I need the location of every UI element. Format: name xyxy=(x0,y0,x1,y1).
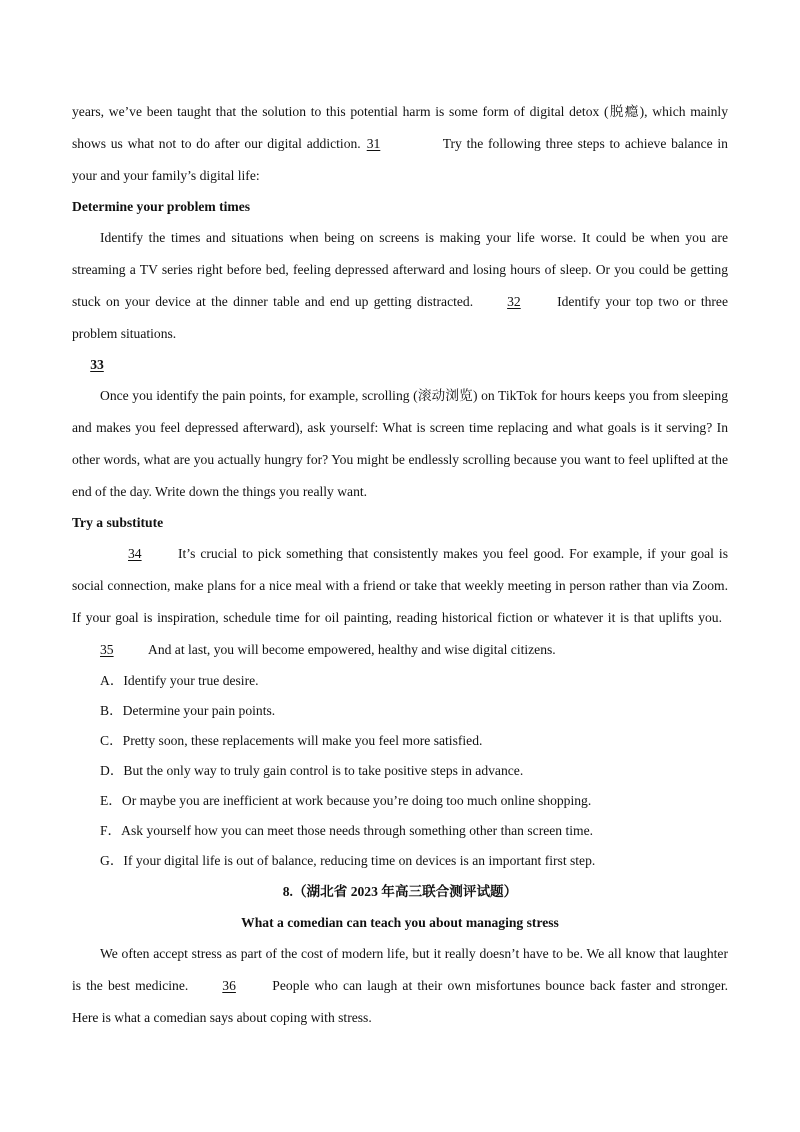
intro-text-b: Try the following three steps to achieve balance in your and your family’s digital life: xyxy=(72,136,728,183)
options-list xyxy=(72,666,728,876)
question-source: 8.（湖北省 2023 年高三联合测评试题） xyxy=(282,884,518,899)
paragraph-intro xyxy=(72,96,728,192)
blank-36: 36 xyxy=(222,978,236,993)
blank-32: 32 xyxy=(507,294,521,309)
option-e: E．Or maybe you are inefficient at work because you’re doing too much online shopping. xyxy=(100,793,592,808)
substitute-text-a: It’s crucial to pick something that consistently makes you feel good. For example, if your goal is social connection, make plans for a nice meal with a friend or take that weekly meeting in person rather than via Zoom. If your goal is inspiration, schedule time for oil painting, reading historical fiction or whatever it is that uplifts you. xyxy=(72,546,728,625)
intro-text-a: years, we’ve been taught that the solution to this potential harm is some form of digital detox (脱瘾), which mainly shows us what not to do after our digital addiction. xyxy=(72,104,728,151)
option-c: C．Pretty soon, these replacements will make you feel more satisfied. xyxy=(100,733,483,748)
option-b: B．Determine your pain points. xyxy=(100,703,276,718)
paragraph-pain-points: Once you identify the pain points, for example, scrolling (滚动浏览) on TikTok for hours keeps you from sleeping and makes you feel depressed afterward), ask yourself: What is screen time replacing and what goals is it serving? In other words, what are you actually hungry for? You might be endlessly scrolling because you want to feel uplifted at the end of the day. Write down the things you really want. xyxy=(72,388,728,499)
passage-title: What a comedian can teach you about managing stress xyxy=(241,915,559,930)
substitute-text-b: And at last, you will become empowered, healthy and wise digital citizens. xyxy=(148,642,556,657)
option-a: A．Identify your true desire. xyxy=(100,673,259,688)
paragraph-problem-times xyxy=(72,222,728,350)
stress-text-b: People who can laugh at their own misfortunes bounce back faster and stronger. Here is what a comedian says about coping with stress. xyxy=(72,978,728,1025)
section-heading-problem-times: Determine your problem times xyxy=(72,199,251,214)
section-heading-substitute: Try a substitute xyxy=(72,515,164,530)
blank-35: 35 xyxy=(100,642,114,657)
paragraph-substitute xyxy=(72,538,728,666)
problem-text-b: Identify your top two or three problem situations. xyxy=(72,294,728,341)
document-page xyxy=(72,96,728,1034)
section-heading-blank-33 xyxy=(72,350,728,380)
paragraph-stress xyxy=(72,938,728,1034)
problem-text-a: Identify the times and situations when being on screens is making your life worse. It could be when you are streaming a TV series right before bed, feeling depressed afterward and losing hours of sleep. Or you could be getting stuck on your device at the dinner table and end up getting distracted. xyxy=(72,230,728,309)
option-d: D．But the only way to truly gain control is to take positive steps in advance. xyxy=(100,763,524,778)
blank-34: 34 xyxy=(128,546,142,561)
blank-33: 33 xyxy=(90,357,104,372)
option-f: F．Ask yourself how you can meet those needs through something other than screen time. xyxy=(100,823,594,838)
blank-31: 31 xyxy=(366,136,381,151)
option-g: G．If your digital life is out of balance, reducing time on devices is an important first step. xyxy=(100,853,596,868)
stress-text-a: We often accept stress as part of the cost of modern life, but it really doesn’t have to be. We all know that laughter is the best medicine. xyxy=(72,946,728,993)
